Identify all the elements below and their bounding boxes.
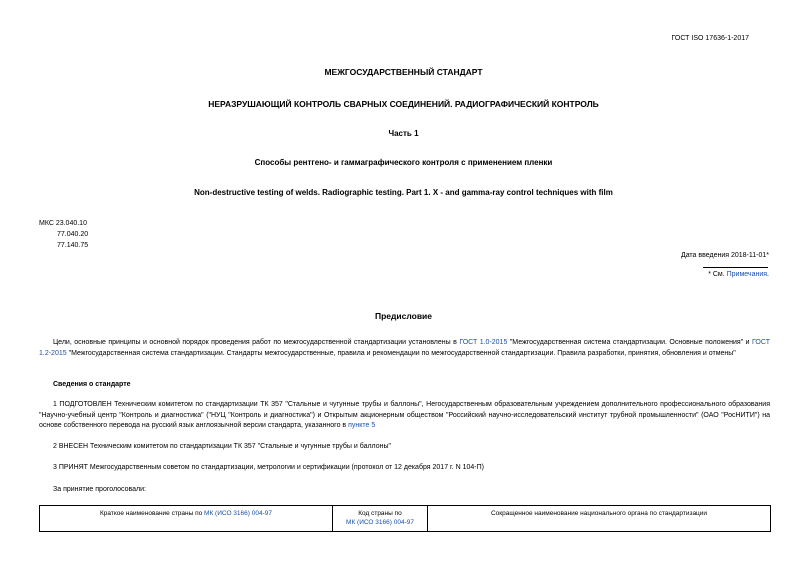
adopted-by-paragraph: 3 ПРИНЯТ Межгосударственным советом по стандартизации, метрологии и сертификации (протокол от 12 декабря 2017 г. N 104-П) bbox=[53, 464, 484, 471]
introduced-by-paragraph: 2 ВНЕСЕН Техническим комитетом по стандартизации ТК 357 "Стальные и чугунные трубы и баллоны" bbox=[53, 443, 391, 450]
header-text: Краткое наименование страны по bbox=[100, 510, 205, 517]
text-span: 1 ПОДГОТОВЛЕН Техническим комитетом по стандартизации ТК 357 "Стальные и чугунные трубы и баллоны", Негосударственным образовательным учреждением дополнительного профессионального образования "Научно-учебный центр "Контроль и диагностика" ("НУЦ "Контроль и диагностика") и Открытым акционерным обществом "Российский научно-исследовательский институт трубной промышленности" (ОАО "РосНИТИ") на основе собственного перевода на русский язык англоязычной версии стандарта, указанного в bbox=[39, 401, 770, 429]
standard-info-heading: Сведения о стандарте bbox=[53, 381, 131, 388]
document-subtitle: Способы рентгено- и гаммаграфического контроля с применением пленки bbox=[254, 158, 553, 167]
gost-1-2-link[interactable]: ГОСТ 1.2-2015 bbox=[39, 339, 770, 357]
voting-countries-table bbox=[39, 505, 771, 532]
mk-iso-3166-link[interactable]: МК (ИСО 3166) 004-97 bbox=[204, 510, 272, 517]
classification-codes bbox=[39, 218, 88, 251]
footnote-divider bbox=[703, 267, 768, 268]
mk-iso-3166-link[interactable]: МК (ИСО 3166) 004-97 bbox=[346, 519, 414, 526]
column-header-country-name bbox=[40, 506, 333, 532]
gost-1-0-link[interactable]: ГОСТ 1.0-2015 bbox=[459, 339, 508, 346]
column-header-national-body: Сокращенное наименование национального органа по стандартизации bbox=[428, 506, 771, 532]
mks-code: 77.140.75 bbox=[57, 242, 89, 249]
text-span: Цели, основные принципы и основной порядок проведения работ по межгосударственной стандартизации установлены в bbox=[53, 339, 460, 346]
table-header-row bbox=[40, 506, 771, 532]
footnote bbox=[708, 271, 769, 278]
mks-code: 77.040.20 bbox=[57, 231, 89, 238]
notes-link[interactable]: Примечания bbox=[726, 271, 768, 278]
document-code: ГОСТ ISO 17636-1-2017 bbox=[671, 35, 749, 42]
footnote-prefix: * См. bbox=[708, 271, 727, 278]
column-header-country-code bbox=[333, 506, 428, 532]
foreword-heading: Предисловие bbox=[374, 311, 433, 321]
text-span: "Межгосударственная система стандартизации. Стандарты межгосударственные, правила и рекомендации по межгосударственной стандартизации. Правила разработки, принятия, обновления и отмены" bbox=[66, 349, 736, 357]
mks-label: МКС 23.040.10 bbox=[39, 220, 87, 227]
header-text: Код страны по bbox=[358, 510, 402, 517]
english-title: Non-destructive testing of welds. Radiographic testing. Part 1. X - and gamma-ray control techniques with film bbox=[194, 188, 613, 197]
document-title: НЕРАЗРУШАЮЩИЙ КОНТРОЛЬ СВАРНЫХ СОЕДИНЕНИЙ. РАДИОГРАФИЧЕСКИЙ КОНТРОЛЬ bbox=[208, 99, 599, 109]
standard-type-heading: МЕЖГОСУДАРСТВЕННЫЙ СТАНДАРТ bbox=[324, 67, 483, 77]
foreword-paragraph bbox=[39, 338, 770, 359]
prepared-by-paragraph bbox=[39, 400, 770, 432]
clause-5-link[interactable]: пункте 5 bbox=[348, 422, 376, 429]
footnote-suffix: . bbox=[767, 271, 769, 278]
part-heading: Часть 1 bbox=[388, 129, 419, 138]
voted-for-label: За принятие проголосовали: bbox=[53, 486, 146, 493]
text-span: "Межгосударственная система стандартизации. Основные положения" и bbox=[507, 339, 753, 346]
intro-date: Дата введения 2018-11-01* bbox=[680, 252, 769, 259]
